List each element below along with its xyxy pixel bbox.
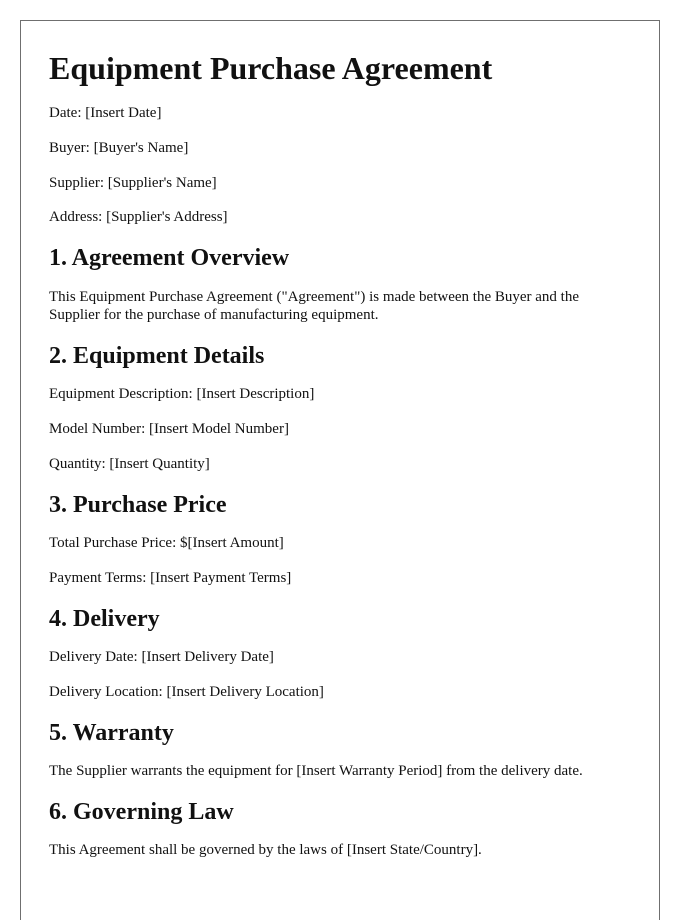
document-title: Equipment Purchase Agreement <box>49 50 493 86</box>
document-content <box>49 51 633 876</box>
document-page <box>20 20 660 920</box>
section-heading-governing-law: 6. Governing Law <box>49 798 234 825</box>
equipment-description-line: Equipment Description: [Insert Description] <box>49 386 315 403</box>
buyer-line: Buyer: [Buyer's Name] <box>49 139 189 156</box>
section-heading-equipment-details: 2. Equipment Details <box>49 343 265 370</box>
model-number-line: Model Number: [Insert Model Number] <box>49 421 289 438</box>
agreement-overview-text: This Equipment Purchase Agreement ("Agreement") is made between the Buyer and the Supplier for the purchase of manufacturing equipment. <box>49 288 579 324</box>
payment-terms-line: Payment Terms: [Insert Payment Terms] <box>49 569 292 586</box>
date-line: Date: [Insert Date] <box>49 105 162 122</box>
section-heading-agreement-overview: 1. Agreement Overview <box>49 245 290 272</box>
address-line: Address: [Supplier's Address] <box>49 209 228 226</box>
governing-law-text: This Agreement shall be governed by the laws of [Insert State/Country]. <box>49 842 482 859</box>
total-price-line: Total Purchase Price: $[Insert Amount] <box>49 535 284 552</box>
section-heading-purchase-price: 3. Purchase Price <box>49 491 227 518</box>
section-heading-delivery: 4. Delivery <box>49 605 160 632</box>
delivery-date-line: Delivery Date: [Insert Delivery Date] <box>49 649 274 665</box>
delivery-location-line: Delivery Location: [Insert Delivery Location] <box>49 683 324 700</box>
supplier-line: Supplier: [Supplier's Name] <box>49 174 217 191</box>
quantity-line: Quantity: [Insert Quantity] <box>49 455 210 472</box>
section-heading-warranty: 5. Warranty <box>49 719 174 746</box>
warranty-text: The Supplier warrants the equipment for [Insert Warranty Period] from the delivery date. <box>49 762 583 779</box>
